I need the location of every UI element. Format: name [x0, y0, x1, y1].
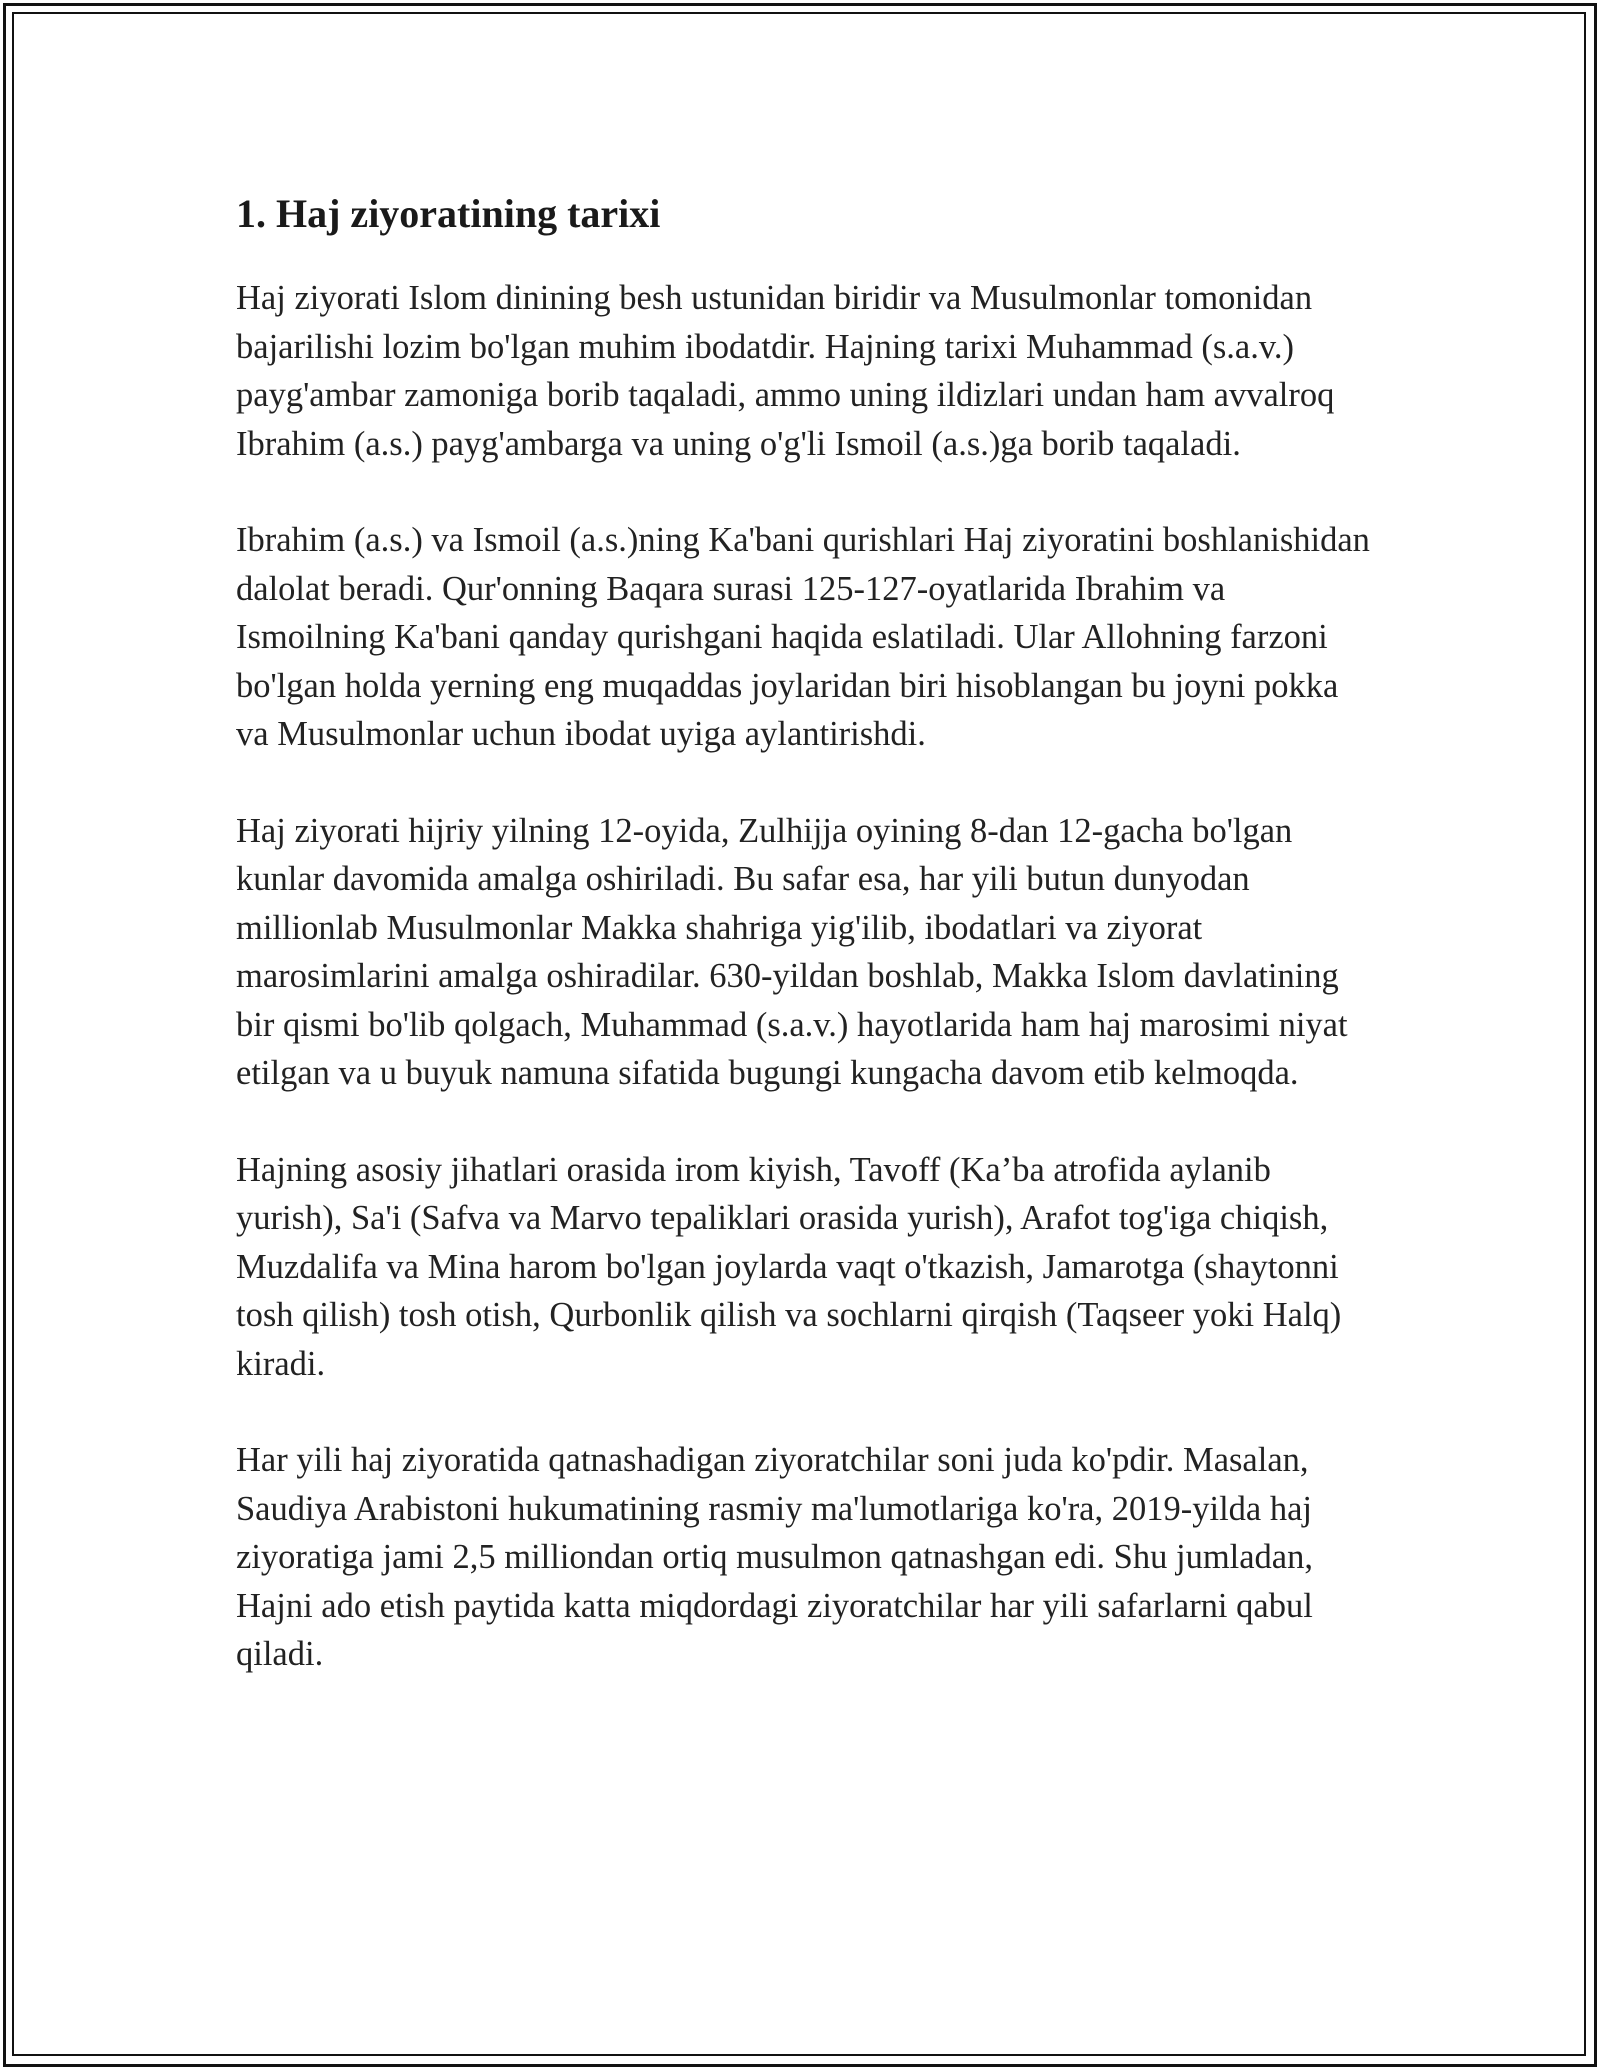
paragraph-4: Hajning asosiy jihatlari orasida irom kiyish, Tavoff (Ka’ba atrofida aylanib yurish), Sa'i (Safva va Marvo tepaliklari orasida yurish), Arafot tog'iga chiqish, Muzdalifa va Mina harom bo'lgan joylarda vaqt o'tkazish, Jamarotga (shaytonni tosh qilish) tosh otish, Qurbonlik qilish va sochlarni qirqish (Taqseer yoki Halq) kiradi. — [236, 1150, 1342, 1383]
paragraph-1: Haj ziyorati Islom dinining besh ustunidan biridir va Musulmonlar tomonidan bajarilishi lozim bo'lgan muhim ibodatdir. Hajning tarixi Muhammad (s.a.v.) payg'ambar zamoniga borib taqaladi, ammo uning ildizlari undan ham avvalroq Ibrahim (a.s.) payg'ambarga va uning o'g'li Ismoil (a.s.)ga borib taqaladi. — [236, 279, 1335, 463]
section-heading: 1. Haj ziyoratining tarixi — [236, 191, 661, 236]
paragraph-2: Ibrahim (a.s.) va Ismoil (a.s.)ning Ka'bani qurishlari Haj ziyoratini boshlanishidan dalolat beradi. Qur'onning Baqara surasi 125-127-oyatlarida Ibrahim va Ismoilning Ka'bani qanday qurishgani haqida eslatiladi. Ular Allohning farzoni bo'lgan holda yerning eng muqaddas joylaridan biri hisoblangan bu joyni pokka va Musulmonlar uchun ibodat uyiga aylantirishdi. — [236, 521, 1370, 753]
paragraph-3: Haj ziyorati hijriy yilning 12-oyida, Zulhijja oyining 8-dan 12-gacha bo'lgan kunlar davomida amalga oshiriladi. Bu safar esa, har yili butun dunyodan millionlab Musulmonlar Makka shahriga yig'ilib, ibodatlari va ziyorat marosimlarini amalga oshiradilar. 630-yildan boshlab, Makka Islom davlatining bir qismi bo'lib qolgach, Muhammad (s.a.v.) hayotlarida ham haj marosimi niyat etilgan va u buyuk namuna sifatida bugungi kungacha davom etib kelmoqda. — [236, 811, 1348, 1092]
paragraph-5: Har yili haj ziyoratida qatnashadigan ziyoratchilar soni juda ko'pdir. Masalan, Saudiya Arabistoni hukumatining rasmiy ma'lumotlariga ko'ra, 2019-yilda haj ziyoratiga jami 2,5 milliondan ortiq musulmon qatnashgan edi. Shu jumladan, Hajni ado etish paytida katta miqdordagi ziyoratchilar har yili safarlarni qabul qiladi. — [236, 1441, 1313, 1673]
document-body — [236, 182, 1376, 1727]
